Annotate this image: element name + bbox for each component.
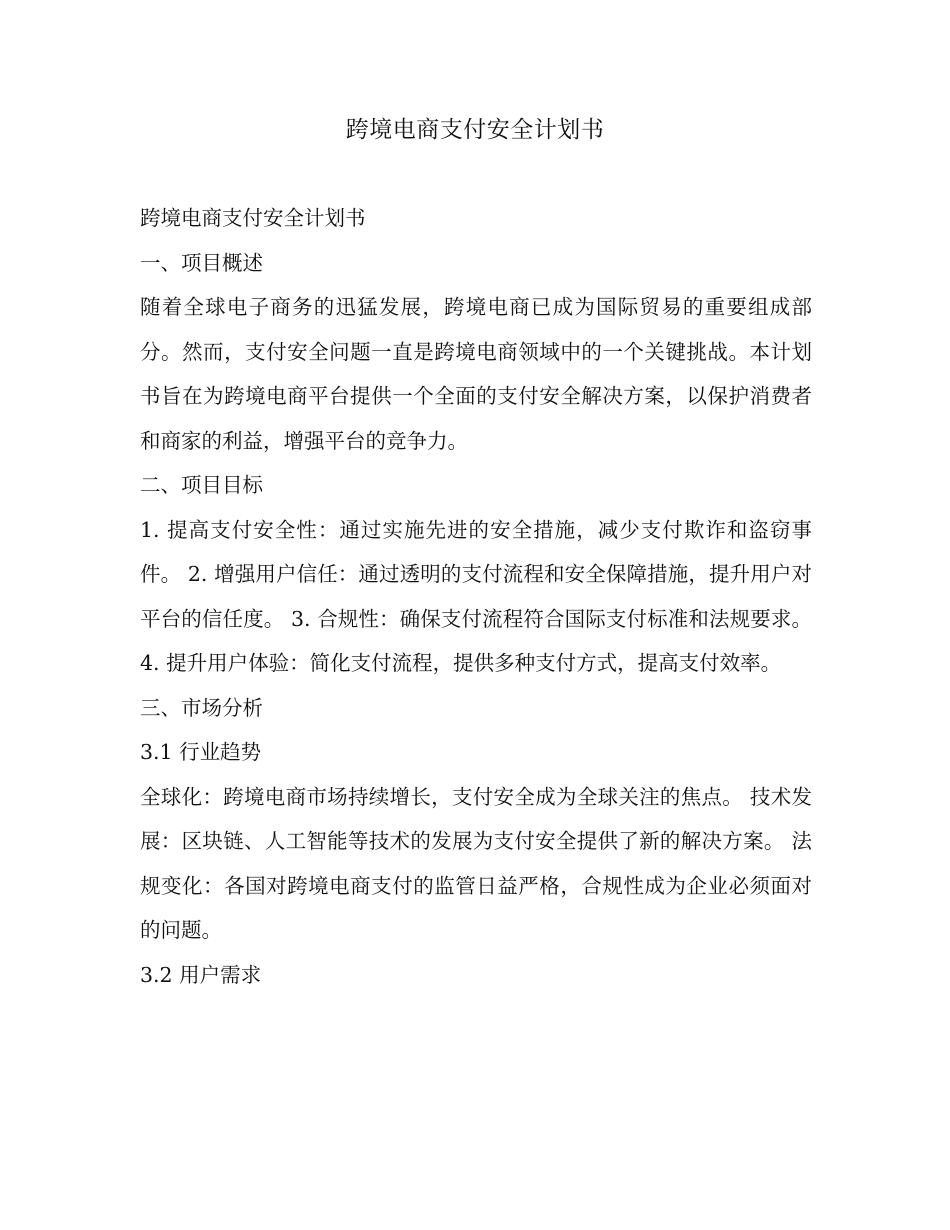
document-title: 跨境电商支付安全计划书 — [345, 117, 605, 143]
document-body — [140, 196, 812, 997]
subsection-body-trends: 全球化：跨境电商市场持续增长，支付安全成为全球关注的焦点。 技术发展：区块链、人工智能等技术的发展为支付安全提供了新的解决方案。 法规变化：各国对跨境电商支付的监管日益严格，合规性成为企业必须面对的问题。 — [140, 784, 812, 942]
section-heading-goals: 二、项目目标 — [140, 473, 263, 497]
document-subtitle: 跨境电商支付安全计划书 — [140, 206, 366, 230]
subsection-heading-trends: 3.1 行业趋势 — [140, 740, 262, 764]
section-body-overview: 随着全球电子商务的迅猛发展，跨境电商已成为国际贸易的重要组成部分。然而，支付安全问题一直是跨境电商领域中的一个关键挑战。本计划书旨在为跨境电商平台提供一个全面的支付安全解决方案，以保护消费者和商家的利益，增强平台的竞争力。 — [140, 295, 812, 453]
subsection-heading-user-needs: 3.2 用户需求 — [140, 962, 262, 987]
section-body-goals: 1. 提高支付安全性：通过实施先进的安全措施，减少支付欺诈和盗窃事件。 2. 增强用户信任：通过透明的支付流程和安全保障措施，提升用户对平台的信任度。 3. 合规性：确保支付流程符合国际支付标准和法规要求。 4. 提升用户体验：简化支付流程，提供多种支付方式，提高支付效率。 — [140, 517, 812, 675]
section-heading-overview: 一、项目概述 — [140, 250, 263, 275]
section-heading-market: 三、市场分析 — [140, 695, 263, 720]
